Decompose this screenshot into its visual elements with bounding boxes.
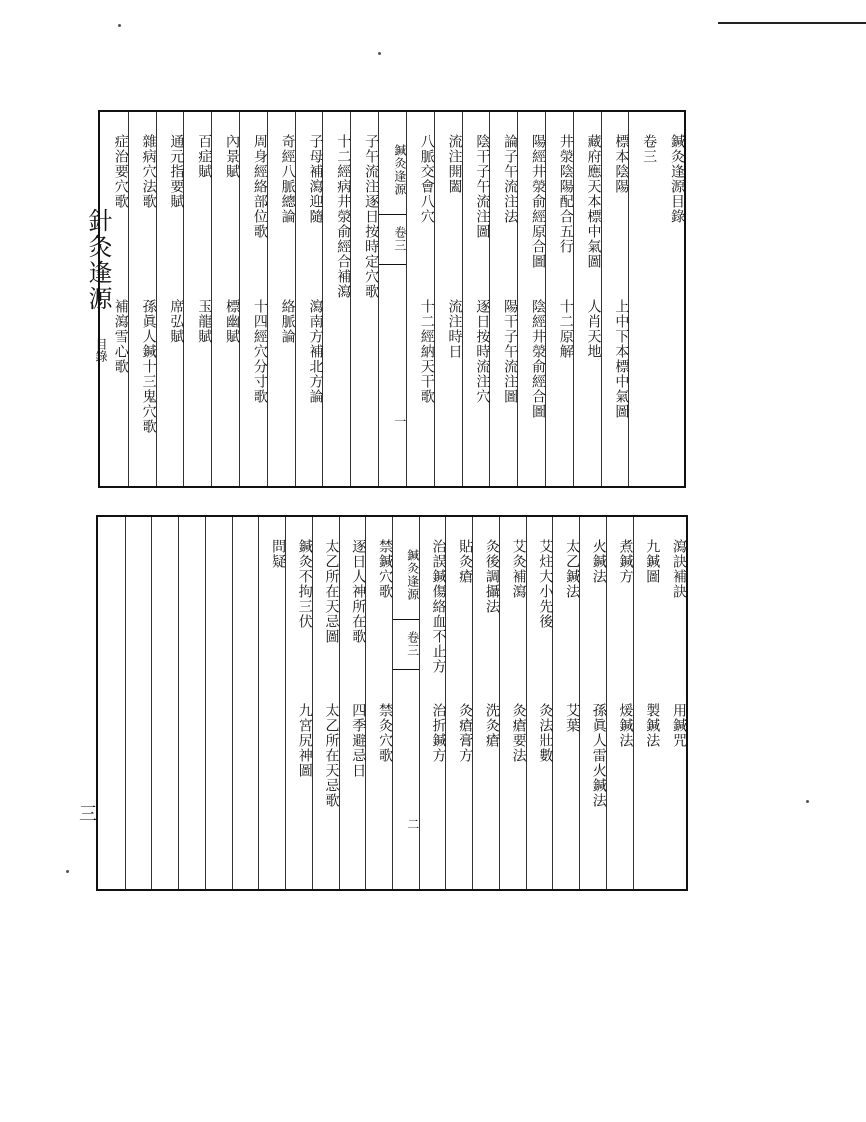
toc-column — [205, 517, 232, 889]
toc-entry: 十二原解 — [557, 299, 574, 359]
toc-column — [178, 517, 205, 889]
toc-column — [406, 112, 434, 486]
fishtail-mark — [393, 669, 419, 670]
toc-entry: 陰經井滎俞經合圖 — [529, 299, 546, 419]
toc-entry: 百症賦 — [196, 134, 213, 179]
top-rule — [718, 22, 866, 24]
toc-entry: 煖鍼法 — [617, 703, 634, 748]
toc-column — [156, 112, 184, 486]
toc-entry: 上中下本標中氣圖 — [613, 299, 630, 419]
toc-entry: 洗灸瘡 — [483, 703, 500, 748]
toc-entry: 艾灸補瀉 — [510, 539, 527, 599]
toc-entry: 禁灸穴歌 — [376, 703, 393, 763]
spine-section: 目錄 — [94, 338, 108, 362]
toc-entry: 論子午流注法 — [502, 134, 519, 224]
toc-entry: 內景賦 — [224, 134, 241, 179]
toc-column — [445, 517, 472, 889]
toc-entry: 藏府應天本標中氣圖 — [585, 134, 602, 269]
toc-entry: 治折鍼方 — [430, 703, 447, 763]
upper-page-panel — [98, 110, 686, 488]
toc-entry: 火鍼法 — [590, 539, 607, 584]
toc-entry: 禁鍼穴歌 — [376, 539, 393, 599]
toc-entry: 標幽賦 — [224, 299, 241, 344]
toc-entry: 瀉訣補訣 — [670, 539, 687, 599]
toc-entry: 逐日按時流注穴 — [474, 299, 491, 404]
toc-entry: 絡脈論 — [279, 299, 296, 344]
toc-column — [98, 517, 125, 889]
toc-column — [312, 517, 339, 889]
toc-entry: 通元指要賦 — [168, 134, 185, 209]
toc-column — [339, 517, 366, 889]
toc-column — [125, 517, 152, 889]
lower-page-panel — [96, 515, 688, 891]
toc-column — [232, 517, 259, 889]
toc-column — [659, 517, 686, 889]
toc-column — [295, 112, 323, 486]
toc-column — [434, 112, 462, 486]
toc-entry: 十二經納天干歌 — [418, 299, 435, 404]
toc-column — [267, 112, 295, 486]
toc-column — [365, 517, 392, 889]
toc-column — [517, 112, 545, 486]
toc-column — [545, 112, 573, 486]
toc-entry: 太乙所在天忌圖 — [323, 539, 340, 644]
toc-entry: 陽干子午流注圖 — [502, 299, 519, 404]
toc-column — [489, 112, 517, 486]
toc-column — [258, 517, 285, 889]
toc-column — [472, 517, 499, 889]
toc-column — [100, 112, 128, 486]
toc-entry: 瀉南方補北方論 — [307, 299, 324, 404]
toc-column — [378, 112, 406, 486]
speck — [66, 870, 69, 873]
toc-entry: 灸瘡要法 — [510, 703, 527, 763]
toc-entry: 四季避忌日 — [350, 703, 367, 778]
toc-entry: 鍼灸不拘三伏 — [296, 539, 313, 629]
toc-entry: 問疑 — [270, 539, 287, 569]
speck — [378, 52, 381, 55]
toc-entry: 玉龍賦 — [196, 299, 213, 344]
toc-entry: 席弘賦 — [168, 299, 185, 344]
toc-entry: 逐日人神所在歌 — [350, 539, 367, 644]
toc-entry: 鍼灸逢源目錄 — [668, 134, 685, 224]
toc-column — [419, 517, 446, 889]
toc-column — [350, 112, 378, 486]
gutter-title: 鍼灸逢源 — [405, 549, 420, 601]
toc-entry: 製鍼法 — [644, 703, 661, 748]
toc-column — [285, 517, 312, 889]
toc-column — [601, 112, 629, 486]
toc-entry: 井滎陰陽配合五行 — [557, 134, 574, 254]
toc-entry: 煮鍼方 — [617, 539, 634, 584]
toc-column — [151, 517, 178, 889]
toc-entry: 標本陰陽 — [613, 134, 630, 194]
fishtail-mark — [393, 619, 419, 620]
toc-entry: 灸瘡膏方 — [457, 703, 474, 763]
toc-entry: 雜病穴法歌 — [140, 134, 157, 209]
toc-entry: 用鍼咒 — [670, 703, 687, 748]
toc-entry: 十四經穴分寸歌 — [251, 299, 268, 404]
toc-entry: 症治要穴歌 — [112, 134, 129, 209]
toc-entry: 補瀉雪心歌 — [112, 299, 129, 374]
toc-entry: 流注開闔 — [446, 134, 463, 194]
page-number: 三 — [79, 804, 97, 825]
toc-entry: 九鍼圖 — [644, 539, 661, 584]
fishtail-mark — [379, 214, 406, 215]
spine-title: 針灸逢源 — [84, 208, 112, 312]
toc-column — [656, 112, 684, 486]
toc-entry: 艾葉 — [564, 703, 581, 733]
toc-column — [462, 112, 490, 486]
toc-entry: 太乙所在天忌歌 — [323, 703, 340, 808]
toc-entry: 陰干子午流注圖 — [474, 134, 491, 239]
toc-column — [239, 112, 267, 486]
toc-entry: 太乙鍼法 — [564, 539, 581, 599]
gutter-title: 鍼灸逢源 — [392, 144, 407, 196]
toc-column — [579, 517, 606, 889]
speck — [118, 24, 121, 27]
fishtail-mark — [379, 264, 406, 265]
speck — [806, 800, 809, 803]
gutter-folio: 二 — [405, 817, 420, 831]
toc-entry: 卷三 — [641, 134, 658, 164]
toc-column — [552, 517, 579, 889]
toc-column — [392, 517, 419, 889]
toc-column — [633, 517, 660, 889]
gutter-folio: 一 — [392, 414, 407, 428]
toc-entry: 艾炷大小先後 — [537, 539, 554, 629]
toc-column — [128, 112, 156, 486]
toc-entry: 治誤鍼傷絡血不止方 — [430, 539, 447, 674]
toc-column — [499, 517, 526, 889]
toc-column — [183, 112, 211, 486]
toc-entry: 人肖天地 — [585, 299, 602, 359]
toc-entry: 十二經病井滎俞經合補瀉 — [335, 134, 352, 299]
toc-column — [211, 112, 239, 486]
toc-column — [526, 517, 553, 889]
toc-entry: 孫眞人雷火鍼法 — [590, 703, 607, 808]
toc-entry: 子母補瀉迎隨 — [307, 134, 324, 224]
toc-entry: 灸後調攝法 — [483, 539, 500, 614]
toc-entry: 流注時日 — [446, 299, 463, 359]
toc-column — [573, 112, 601, 486]
toc-entry: 八脈交會八穴 — [418, 134, 435, 224]
toc-entry: 灸法壯數 — [537, 703, 554, 763]
toc-entry: 九宮尻神圖 — [296, 703, 313, 778]
toc-entry: 子午流注逐日按時定穴歌 — [363, 134, 380, 299]
gutter-volume: 卷三 — [405, 631, 420, 657]
toc-entry: 陽經井滎俞經原合圖 — [529, 134, 546, 269]
toc-column — [628, 112, 656, 486]
toc-entry: 孫眞人鍼十三鬼穴歌 — [140, 299, 157, 434]
toc-column — [606, 517, 633, 889]
toc-entry: 周身經絡部位歌 — [251, 134, 268, 239]
toc-entry: 貼灸瘡 — [457, 539, 474, 584]
gutter-volume: 卷三 — [392, 226, 407, 252]
toc-entry: 奇經八脈總論 — [279, 134, 296, 224]
toc-column — [322, 112, 350, 486]
